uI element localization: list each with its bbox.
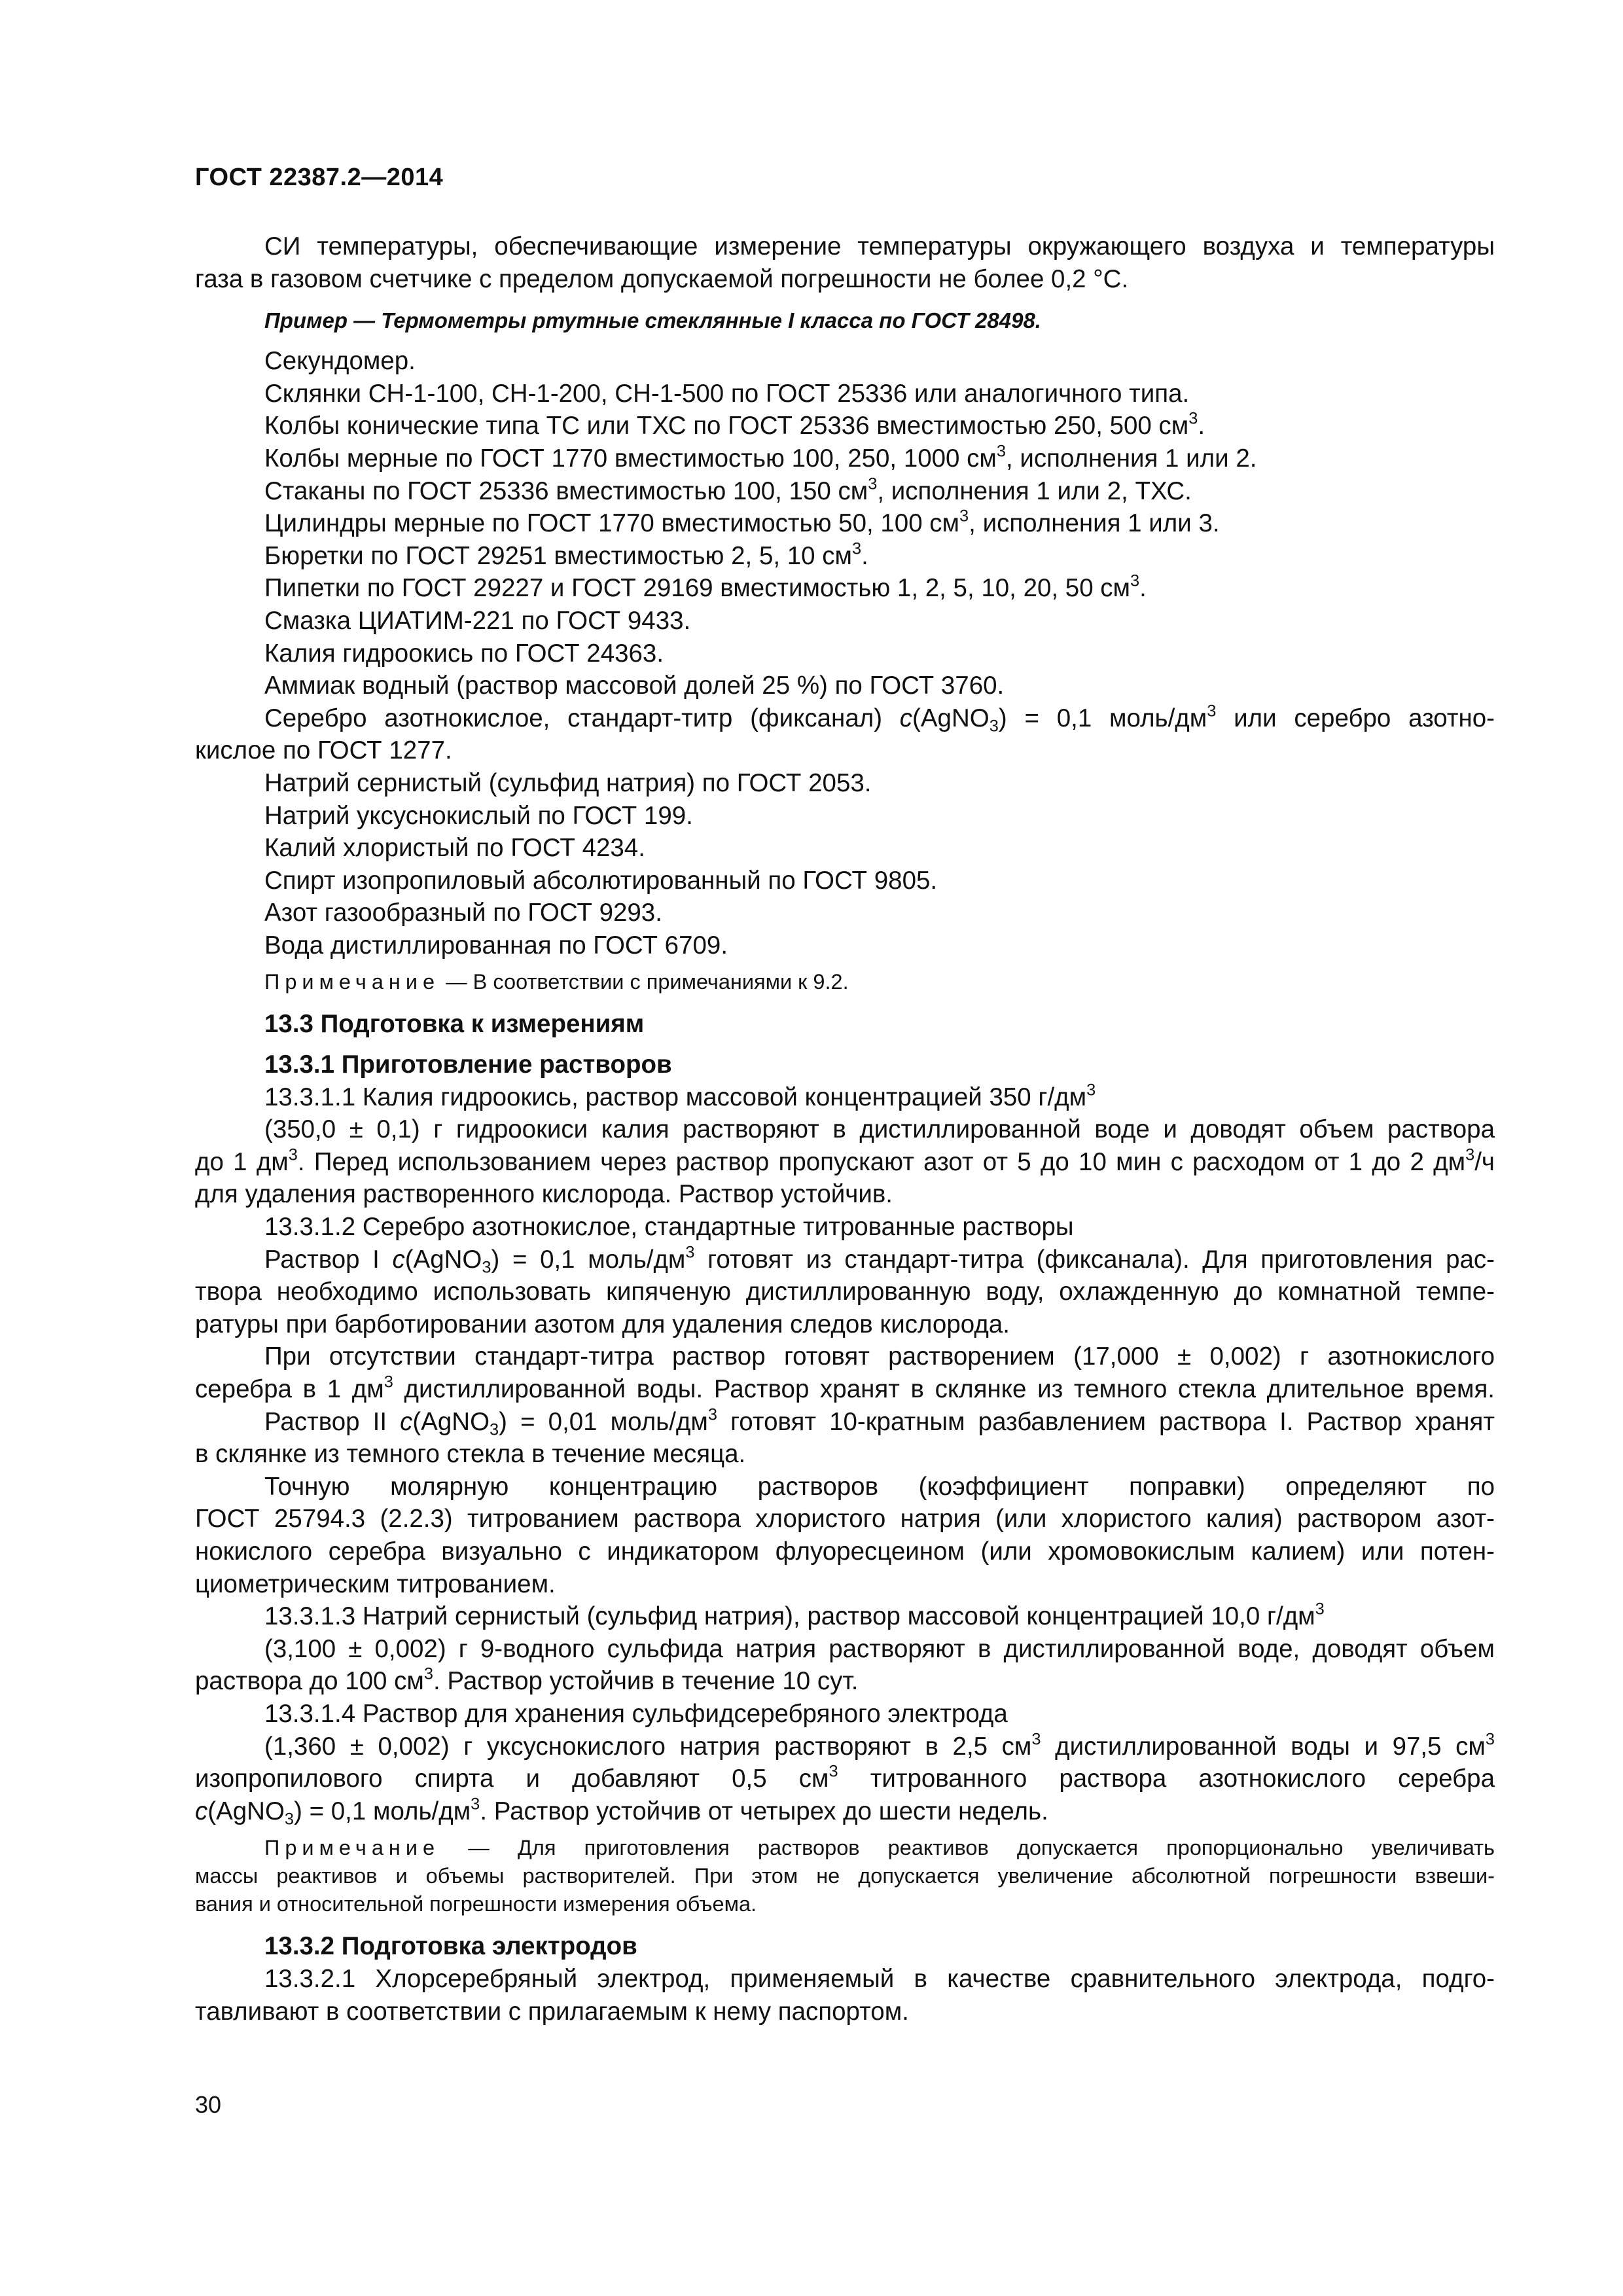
subsection-heading: 13.3.2 Подготовка электродов <box>264 1932 637 1961</box>
item-title: 13.3.1.4 Раствор для хранения сульфидсеребряного электрода <box>264 1699 1008 1728</box>
paragraph-cont: ратуры при барботировании азотом для удаления следов кислорода. <box>195 1310 1010 1338</box>
paragraph-cont: изопропилового спирта и добавляют 0,5 $см^3$ титрованного раствора азотнокислого серебра <box>195 1762 1495 1793</box>
paragraph-cont: ГОСТ 25794.3 (2.2.3) титрованием раствора хлористого натрия (или хлористого калия) раствором азот- <box>195 1505 1495 1534</box>
list-item: Секундомер. <box>264 347 416 376</box>
section-heading: 13.3 Подготовка к измерениям <box>264 1010 645 1039</box>
list-item: Бюретки по ГОСТ 29251 вместимостью 2, 5, 10 $см^3$. <box>264 539 868 570</box>
list-item: Калий хлористый по ГОСТ 4234. <box>264 834 645 863</box>
paragraph-cont: серебра в 1 $дм^3$ дистиллированной воды. Раствор хранят в склянке из темного стекла длительное время. <box>195 1372 1495 1403</box>
document-body <box>195 230 1495 2028</box>
list-item-cont: кислое по ГОСТ 1277. <box>195 736 452 765</box>
list-item: Колбы конические типа ТС или ТХС по ГОСТ 25336 вместимостью 250, 500 $см^3$. <box>264 409 1205 440</box>
paragraph-cont: нокислого серебра визуально с индикатором флуоресцеином (или хромовокислым калием) или потен- <box>195 1537 1495 1566</box>
paragraph: (1,360 ± 0,002) г уксуснокислого натрия растворяют в 2,5 $см^3$ дистиллированной воды и 97,5 $см^3$ <box>264 1729 1495 1761</box>
paragraph-cont: газа в газовом счетчике с пределом допускаемой погрешности не более 0,2 °С. <box>195 264 1129 293</box>
document-header: ГОСТ 22387.2—2014 <box>195 164 444 191</box>
paragraph-cont: раствора до 100 $см^3$. Раствор устойчив в течение 10 сут. <box>195 1664 859 1696</box>
item-title: 13.3.1.1 Калия гидроокись, раствор массовой концентрацией 350 $г/дм^3$ <box>264 1080 1096 1111</box>
item-title: 13.3.1.2 Серебро азотнокислое, стандартные титрованные растворы <box>264 1213 1074 1242</box>
list-item: Вода дистиллированная по ГОСТ 6709. <box>264 931 728 960</box>
list-item: Смазка ЦИАТИМ-221 по ГОСТ 9433. <box>264 606 691 635</box>
list-item: Колбы мерные по ГОСТ 1770 вместимостью 100, 250, 1000 $см^3$, исполнения 1 или 2. <box>264 442 1257 473</box>
example-note: Пример — Термометры ртутные стеклянные I класса по ГОСТ 28498. <box>264 308 1041 333</box>
paragraph: При отсутствии стандарт-титра раствор готовят растворением (17,000 ± 0,002) г азотнокислого <box>264 1342 1495 1371</box>
list-item: Пипетки по ГОСТ 29227 и ГОСТ 29169 вместимостью 1, 2, 5, 10, 20, 50 $см^3$. <box>264 571 1147 603</box>
subsection-heading: 13.3.1 Приготовление растворов <box>264 1050 672 1079</box>
list-item: Аммиак водный (раствор массовой долей 25 %) по ГОСТ 3760. <box>264 672 1005 700</box>
list-item: Цилиндры мерные по ГОСТ 1770 вместимостью 50, 100 $см^3$, исполнения 1 или 3. <box>264 507 1220 538</box>
note: Примечание — В соответствии с примечаниями к 9.2. <box>264 970 849 994</box>
item-title: 13.3.1.3 Натрий сернистый (сульфид натрия), раствор массовой концентрацией 10,0 $г/дм^3$ <box>264 1600 1325 1631</box>
list-item: Склянки СН-1-100, СН-1-200, СН-1-500 по ГОСТ 25336 или аналогичного типа. <box>264 379 1190 408</box>
paragraph-cont: для удаления растворенного кислорода. Раствор устойчив. <box>195 1180 893 1209</box>
paragraph-cont: тавливают в соответствии с прилагаемым к нему паспортом. <box>195 1997 909 2026</box>
page-number: 30 <box>195 2091 222 2118</box>
note-cont: массы реактивов и объемы растворителей. При этом не допускается увеличение абсолютной погрешности взвеши- <box>195 1864 1495 1888</box>
paragraph: Раствор I c(AgNO$_3$) = 0,1 моль/$дм^3$ готовят из стандарт-титра (фиксанала). Для приготовления рас- <box>264 1242 1495 1277</box>
list-item: Серебро азотнокислое, стандарт-титр (фиксанал) c(AgNO$_3$) = 0,1 моль/$дм^3$ или серебро азотно- <box>264 701 1495 736</box>
list-item: Стаканы по ГОСТ 25336 вместимостью 100, 150 $см^3$, исполнения 1 или 2, ТХС. <box>264 474 1192 505</box>
paragraph: Точную молярную концентрацию растворов (коэффициент поправки) определяют по <box>264 1472 1495 1501</box>
paragraph: СИ температуры, обеспечивающие измерение температуры окружающего воздуха и температуры <box>264 232 1495 260</box>
paragraph: 13.3.2.1 Хлорсеребряный электрод, применяемый в качестве сравнительного электрода, подго- <box>264 1964 1495 1993</box>
list-item: Натрий уксуснокислый по ГОСТ 199. <box>264 801 693 830</box>
paragraph-cont: c(AgNO$_3$) = 0,1 моль/$дм^3$. Раствор устойчив от четырех до шести недель. <box>195 1794 1048 1829</box>
note-cont: вания и относительной погрешности измерения объема. <box>195 1892 757 1916</box>
paragraph-cont: циометрическим титрованием. <box>195 1570 556 1598</box>
paragraph: (3,100 ± 0,002) г 9-водного сульфида натрия растворяют в дистиллированной воде, доводят объем <box>264 1634 1495 1663</box>
paragraph-cont: твора необходимо использовать кипяченую дистиллированную воду, охлажденную до комнатной темпе- <box>195 1278 1495 1306</box>
paragraph-cont: в склянке из темного стекла в течение месяца. <box>195 1440 746 1469</box>
list-item: Азот газообразный по ГОСТ 9293. <box>264 899 662 927</box>
list-item: Спирт изопропиловый абсолютированный по ГОСТ 9805. <box>264 866 938 895</box>
list-item: Натрий сернистый (сульфид натрия) по ГОСТ 2053. <box>264 768 872 797</box>
paragraph: Раствор II c(AgNO$_3$) = 0,01 моль/$дм^3$ готовят 10-кратным разбавлением раствора I. Раствор хранят <box>264 1405 1495 1439</box>
paragraph-cont: до 1 $дм^3$. Перед использованием через раствор пропускают азот от 5 до 10 мин с расходом от 1 до 2 $дм^3/ч$ <box>195 1145 1495 1176</box>
note: Примечание — Для приготовления растворов реактивов допускается пропорционально увеличивать <box>264 1836 1495 1860</box>
paragraph: (350,0 ± 0,1) г гидроокиси калия растворяют в дистиллированной воде и доводят объем раствора <box>264 1115 1495 1144</box>
list-item: Калия гидроокись по ГОСТ 24363. <box>264 639 664 668</box>
